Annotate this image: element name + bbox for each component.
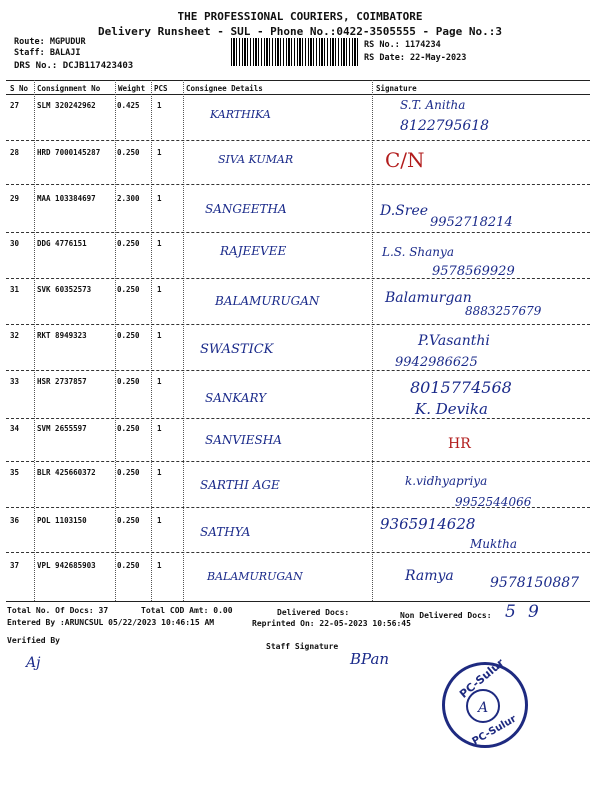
row-weight: 0.250 — [117, 239, 140, 248]
row-divider — [6, 418, 590, 419]
consignee-handwritten: SARTHI AGE — [200, 478, 280, 492]
consignee-handwritten: SANKARY — [205, 391, 267, 405]
consignee-handwritten: SWASTICK — [200, 342, 274, 357]
staff-signature-label: Staff Signature — [266, 642, 339, 651]
consignee-handwritten: SANVIESHA — [205, 433, 282, 447]
consignee-handwritten: KARTHIKA — [210, 108, 271, 121]
table-top-rule — [6, 80, 590, 81]
signature-line2: 9578150887 — [490, 575, 580, 591]
row-sno: 34 — [10, 424, 20, 433]
reprinted-on: Reprinted On: 22-05-2023 10:56:45 — [252, 619, 411, 628]
stamp-bottom-text: PC-Sulur — [470, 713, 519, 748]
row-sno: 35 — [10, 468, 20, 477]
total-docs: Total No. Of Docs: 37 — [7, 606, 109, 615]
signature-line2: Muktha — [470, 537, 517, 551]
col-weight: Weight — [118, 84, 146, 93]
row-weight: 0.250 — [117, 424, 140, 433]
row-pcs: 1 — [157, 101, 162, 110]
verified-signature: Aj — [26, 655, 41, 671]
row-consignment: POL 1103150 — [37, 516, 87, 525]
stamp-center: A — [478, 700, 489, 716]
signature-line1: Balamurgan — [385, 290, 472, 306]
signature-line1: P.Vasanthi — [418, 333, 490, 349]
row-consignment: RKT 8949323 — [37, 331, 87, 340]
row-consignment: SVK 60352573 — [37, 285, 92, 294]
signature-line2: 9578569929 — [432, 264, 515, 279]
total-cod: Total COD Amt: 0.00 — [141, 606, 233, 615]
signature-line1: Ramya — [405, 568, 454, 584]
delivered-docs: Delivered Docs: — [277, 608, 350, 617]
verified-by: Verified By — [7, 636, 60, 645]
row-pcs: 1 — [157, 194, 162, 203]
table-header-rule — [6, 94, 590, 95]
row-weight: 0.250 — [117, 148, 140, 157]
row-weight: 2.300 — [117, 194, 140, 203]
row-pcs: 1 — [157, 285, 162, 294]
vrule-1 — [34, 80, 36, 601]
consignee-handwritten: SATHYA — [200, 525, 251, 539]
signature-line1: k.vidhyapriya — [405, 474, 488, 488]
row-divider — [6, 140, 590, 141]
company-title: THE PROFESSIONAL COURIERS, COIMBATORE — [177, 10, 423, 23]
row-weight: 0.425 — [117, 101, 140, 110]
row-weight: 0.250 — [117, 377, 140, 386]
row-pcs: 1 — [157, 148, 162, 157]
row-consignment: MAA 103384697 — [37, 194, 96, 203]
drs-number: DRS No.: DCJB117423403 — [14, 61, 134, 71]
row-divider — [6, 232, 590, 233]
row-sno: 32 — [10, 331, 20, 340]
vrule-5 — [372, 80, 374, 601]
row-pcs: 1 — [157, 239, 162, 248]
signature-line2: 8122795618 — [400, 118, 490, 134]
row-consignment: BLR 425660372 — [37, 468, 96, 477]
row-divider — [6, 278, 590, 279]
stamp-top-text: PC-Sulur — [457, 656, 507, 701]
vrule-3 — [151, 80, 153, 601]
consignee-handwritten: BALAMURUGAN — [207, 570, 303, 583]
signature-line1: D.Sree — [380, 203, 429, 219]
delivered-count: 5 — [505, 602, 516, 622]
signature-line1: 9365914628 — [380, 515, 476, 533]
row-consignment: HRD 7000145287 — [37, 148, 101, 157]
non-delivered-docs: Non Delivered Docs: — [400, 611, 492, 620]
row-pcs: 1 — [157, 561, 162, 570]
entered-by: Entered By :ARUNCSUL 05/22/2023 10:46:15 AM — [7, 618, 215, 627]
signature-line2: 8883257679 — [465, 304, 542, 318]
row-pcs: 1 — [157, 516, 162, 525]
row-weight: 0.250 — [117, 561, 140, 570]
signature-line1: C/N — [385, 148, 425, 172]
row-sno: 31 — [10, 285, 20, 294]
non-delivered-count: 9 — [528, 602, 539, 622]
consignee-handwritten: BALAMURUGAN — [215, 294, 320, 308]
vrule-4 — [183, 80, 185, 601]
consignee-handwritten: SIVA KUMAR — [218, 153, 294, 166]
col-consignment: Consignment No — [37, 84, 101, 93]
row-pcs: 1 — [157, 377, 162, 386]
row-divider — [6, 552, 590, 553]
consignee-handwritten: RAJEEVEE — [220, 244, 287, 258]
staff-signature: BPan — [350, 650, 390, 668]
signature-line2: K. Devika — [415, 400, 488, 418]
staff: Staff: BALAJI — [14, 48, 81, 58]
row-divider — [6, 370, 590, 371]
row-weight: 0.250 — [117, 516, 140, 525]
row-sno: 27 — [10, 101, 20, 110]
route: Route: MGPUDUR — [14, 37, 86, 47]
rs-date: RS Date: 22-May-2023 — [364, 53, 467, 63]
rs-number: RS No.: 1174234 — [364, 40, 441, 50]
signature-line1: S.T. Anitha — [400, 98, 466, 112]
row-sno: 28 — [10, 148, 20, 157]
row-sno: 29 — [10, 194, 20, 203]
row-divider — [6, 184, 590, 185]
barcode — [231, 38, 358, 66]
signature-line2: 9952544066 — [455, 495, 532, 509]
row-divider — [6, 461, 590, 462]
table-bottom-rule — [6, 601, 590, 602]
row-divider — [6, 507, 590, 508]
runsheet-subtitle: Delivery Runsheet - SUL - Phone No.:0422-3505555 - Page No.:3 — [98, 25, 502, 38]
signature-line1: L.S. Shanya — [382, 245, 454, 259]
row-sno: 36 — [10, 516, 20, 525]
col-signature: Signature — [376, 84, 417, 93]
row-weight: 0.250 — [117, 468, 140, 477]
signature-line2: 9942986625 — [395, 355, 478, 370]
row-pcs: 1 — [157, 424, 162, 433]
row-consignment: DDG 4776151 — [37, 239, 87, 248]
col-consignee: Consignee Details — [186, 84, 263, 93]
consignee-handwritten: SANGEETHA — [205, 202, 287, 216]
col-pcs: PCS — [154, 84, 168, 93]
row-pcs: 1 — [157, 468, 162, 477]
row-consignment: SLM 320242962 — [37, 101, 96, 110]
row-consignment: SVM 2655597 — [37, 424, 87, 433]
col-sno: S No — [10, 84, 29, 93]
row-weight: 0.250 — [117, 331, 140, 340]
row-consignment: HSR 2737857 — [37, 377, 87, 386]
row-weight: 0.250 — [117, 285, 140, 294]
row-consignment: VPL 942685903 — [37, 561, 96, 570]
row-sno: 37 — [10, 561, 20, 570]
row-pcs: 1 — [157, 331, 162, 340]
signature-line2: 9952718214 — [430, 215, 513, 230]
row-sno: 30 — [10, 239, 20, 248]
row-divider — [6, 324, 590, 325]
row-sno: 33 — [10, 377, 20, 386]
signature-line1: 8015774568 — [410, 378, 512, 397]
signature-line1: HR — [448, 436, 471, 452]
